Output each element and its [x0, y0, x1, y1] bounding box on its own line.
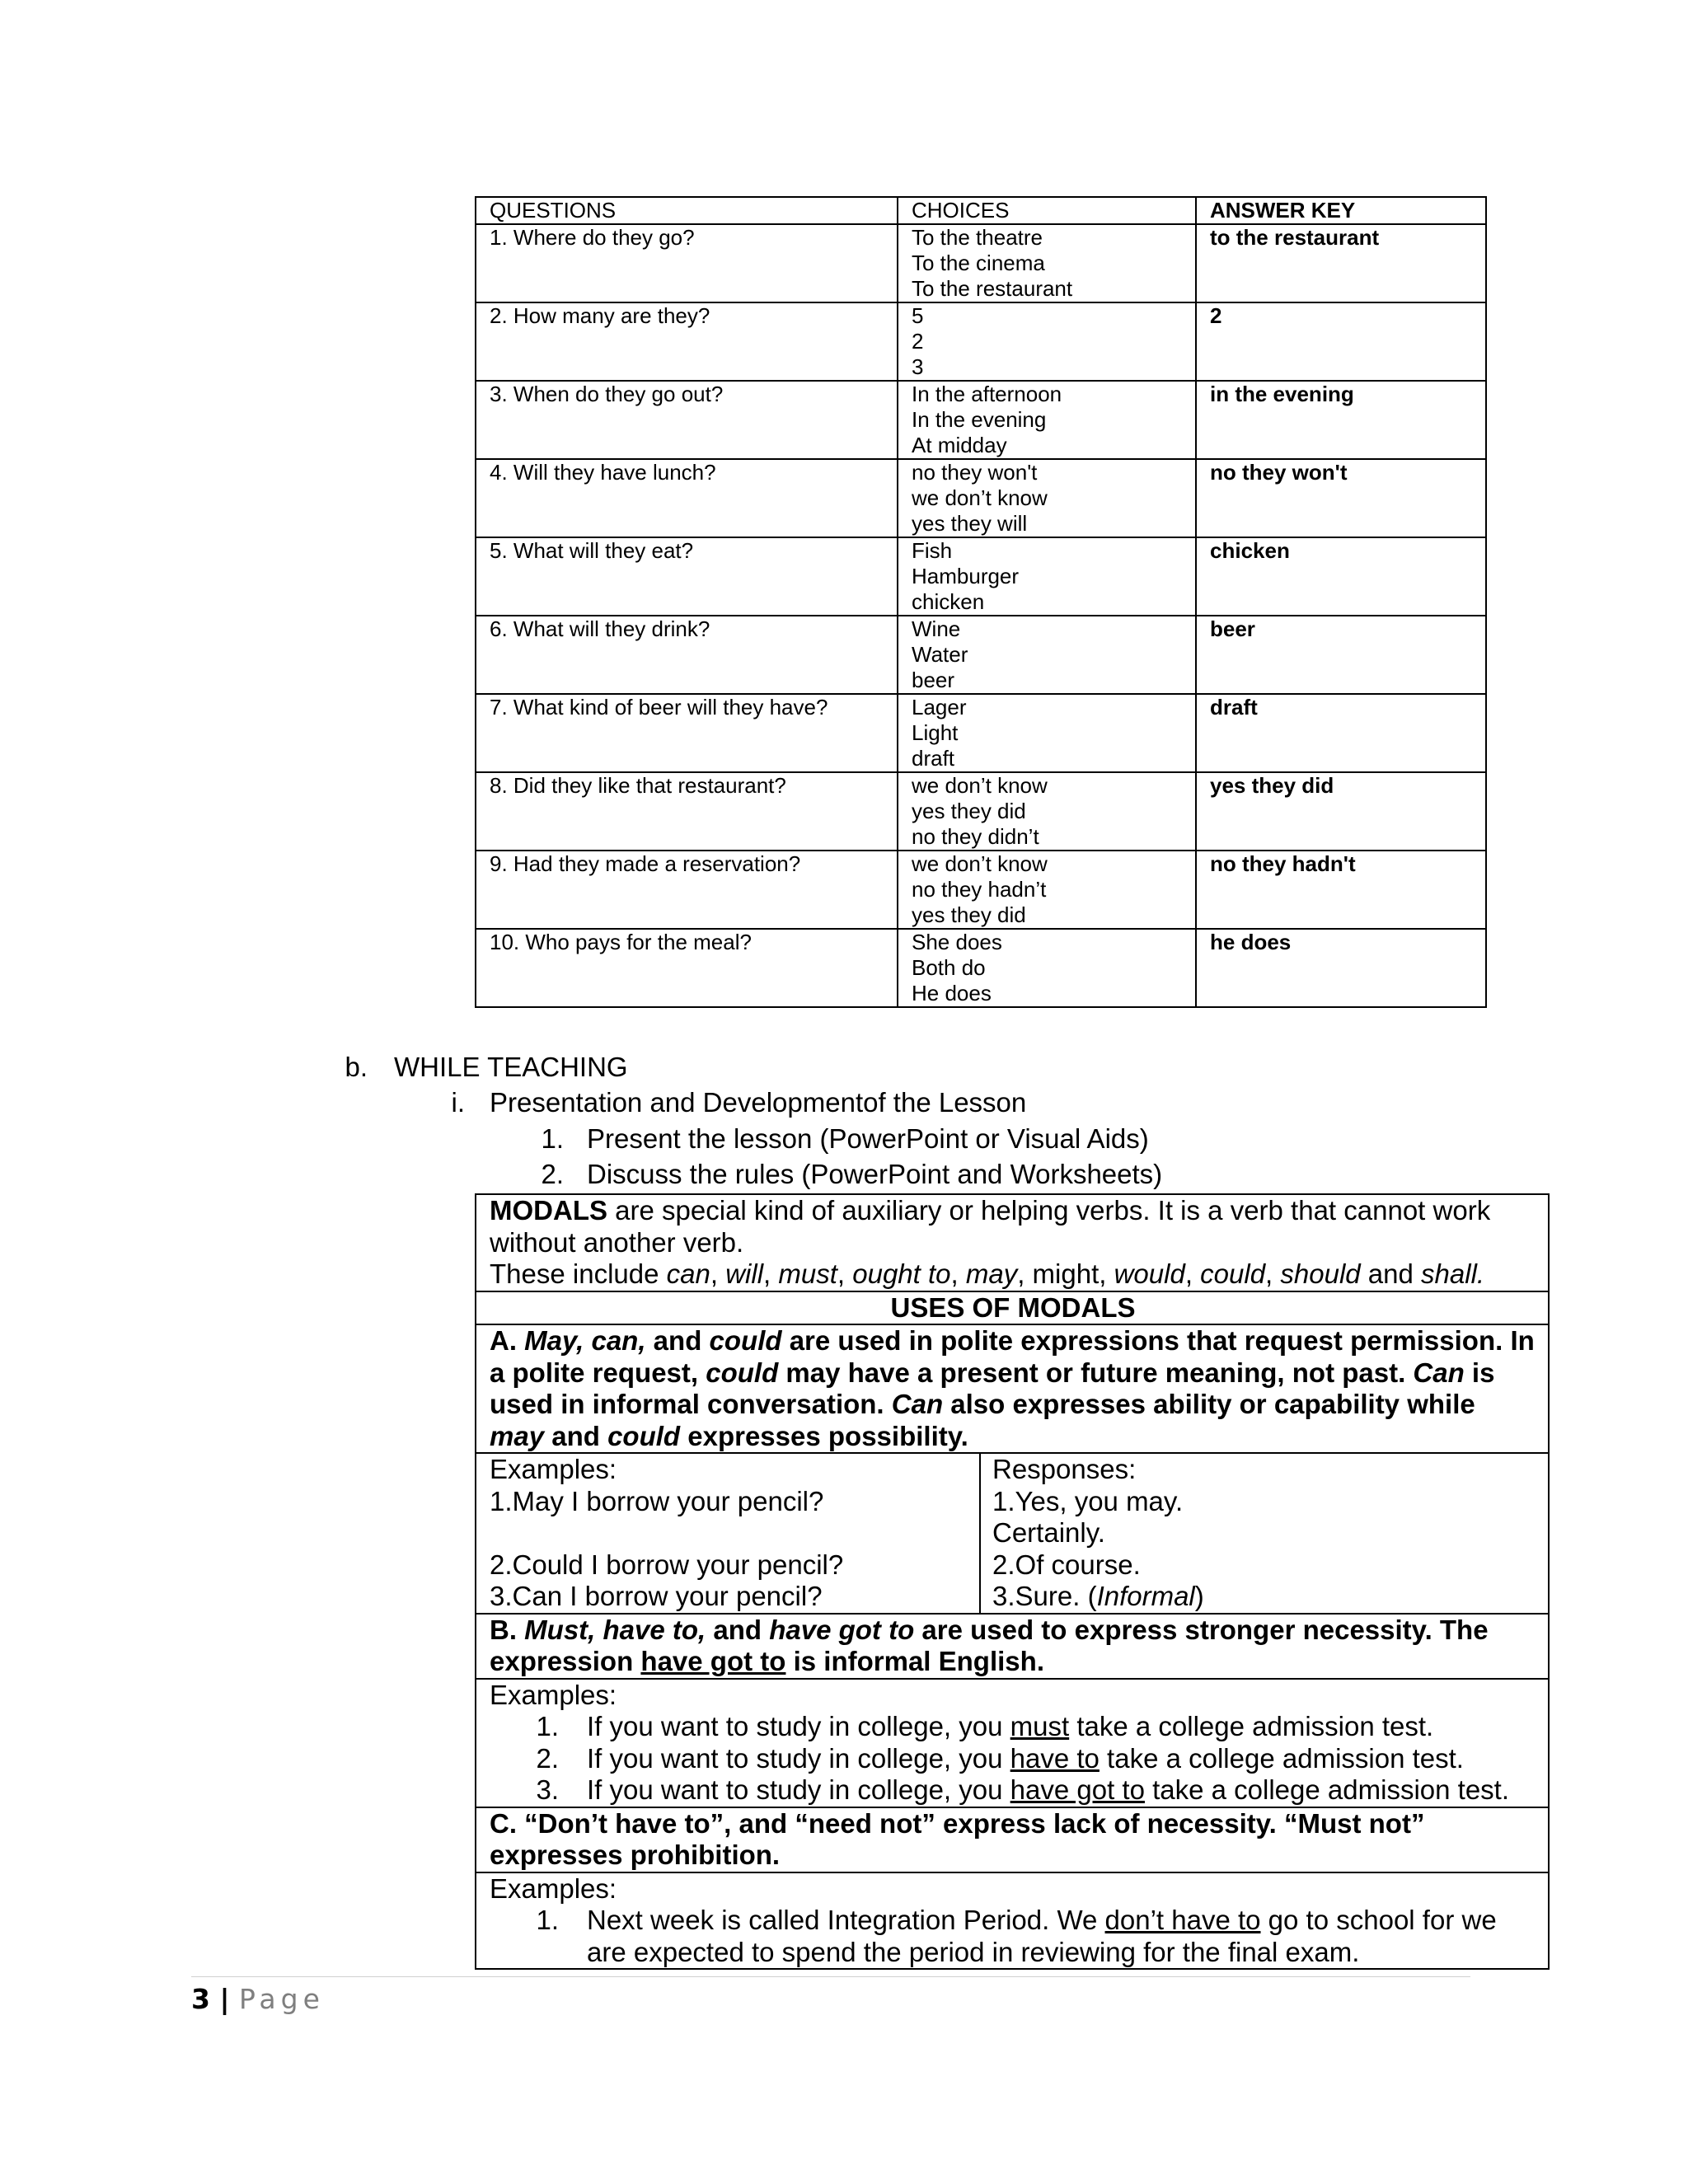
- outline-step-text: Present the lesson (PowerPoint or Visual Aids): [587, 1123, 1149, 1154]
- footer-divider: [191, 1976, 1470, 1977]
- modals-table: [475, 1193, 1550, 1970]
- responses-list: [992, 1486, 1536, 1582]
- rule-text: also expresses ability or capability while: [943, 1389, 1475, 1419]
- quiz-choice: draft: [912, 746, 955, 771]
- rule-text: are used to express stronger necessity. The expression: [490, 1614, 1489, 1676]
- modals-intro-cell: [476, 1194, 1549, 1291]
- quiz-choice: In the afternoon: [912, 382, 1062, 406]
- response-text: ): [1194, 1581, 1204, 1611]
- section-c-row: [476, 1807, 1549, 1872]
- modal-verb: must: [778, 1258, 837, 1289]
- quiz-choice: we don’t know: [912, 851, 1048, 876]
- page-footer: [191, 1983, 325, 2016]
- separator-text: ,: [710, 1258, 726, 1289]
- outline-marker: 1.: [541, 1123, 564, 1154]
- modal-verb: shall.: [1421, 1258, 1485, 1289]
- quiz-table: [475, 196, 1487, 1008]
- quiz-choices: [898, 381, 1196, 459]
- separator-text: , might,: [1017, 1258, 1114, 1289]
- examples-title: Examples:: [490, 1872, 617, 1904]
- separator-text: ,: [763, 1258, 779, 1289]
- rule-text: are used in polite expressions that request permission. In a polite request,: [490, 1325, 1535, 1388]
- rule-text: expresses possibility.: [680, 1420, 968, 1451]
- quiz-choice: Wine: [912, 616, 961, 641]
- quiz-choice: 2: [912, 329, 924, 354]
- section-b-row: [476, 1614, 1549, 1679]
- quiz-header-cell: QUESTIONS: [476, 197, 898, 224]
- modals-term: MODALS: [490, 1195, 607, 1226]
- rule-text: is informal English.: [785, 1646, 1044, 1676]
- quiz-question: 2. How many are they?: [476, 302, 898, 381]
- quiz-question: 3. When do they go out?: [476, 381, 898, 459]
- quiz-answer: chicken: [1196, 537, 1486, 616]
- example-line: 2.Could I borrow your pencil?: [490, 1549, 844, 1580]
- quiz-choices: [898, 929, 1196, 1007]
- quiz-choice: yes they did: [912, 902, 1026, 927]
- quiz-row: [476, 381, 1486, 459]
- page-label: Page: [239, 1983, 325, 2015]
- example-text: take a college admission test.: [1069, 1711, 1434, 1741]
- response-text: 3.Sure. (: [992, 1581, 1097, 1611]
- outline-heading-while-teaching: WHILE TEACHING: [394, 1052, 628, 1082]
- example-text: go to school for we are expected to spend the period in reviewing for the final exam.: [587, 1905, 1497, 1967]
- quiz-choice: In the evening: [912, 407, 1047, 432]
- quiz-choice: Fish: [912, 538, 953, 563]
- quiz-answer: he does: [1196, 929, 1486, 1007]
- examples-title: Examples:: [490, 1454, 617, 1484]
- quiz-choice: chicken: [912, 589, 985, 614]
- quiz-row: [476, 459, 1486, 537]
- quiz-header-cell: CHOICES: [898, 197, 1196, 224]
- quiz-choice: 5: [912, 303, 924, 328]
- examples-c-row: [476, 1872, 1549, 1970]
- modal-verb: may: [965, 1258, 1018, 1289]
- quiz-row: [476, 616, 1486, 694]
- quiz-answer: 2: [1196, 302, 1486, 381]
- examples-a-row: [476, 1453, 1549, 1614]
- quiz-question: 10. Who pays for the meal?: [476, 929, 898, 1007]
- examples-c-list: [490, 1905, 1536, 1968]
- rule-text: B.: [490, 1614, 525, 1645]
- quiz-choices: [898, 224, 1196, 302]
- section-a-row: [476, 1324, 1549, 1453]
- separator-text: ,: [837, 1258, 853, 1289]
- quiz-row: [476, 694, 1486, 772]
- response-line: 2.Of course.: [992, 1549, 1141, 1580]
- quiz-choices: [898, 537, 1196, 616]
- rule-text: and: [544, 1420, 608, 1451]
- example-number: 1.: [536, 1711, 559, 1741]
- modal-verb: May, can,: [524, 1325, 646, 1356]
- quiz-choices: [898, 459, 1196, 537]
- examples-a-left: [476, 1453, 980, 1614]
- example-text: If you want to study in college, you: [587, 1774, 1010, 1805]
- section-a-rule: [476, 1324, 1549, 1453]
- example-line: 1.May I borrow your pencil?: [490, 1485, 824, 1516]
- quiz-header-row: [476, 197, 1486, 224]
- quiz-choice: 3: [912, 354, 924, 379]
- underlined-modal: must: [1010, 1711, 1070, 1741]
- quiz-header-cell: ANSWER KEY: [1196, 197, 1486, 224]
- examples-b-cell: [476, 1679, 1549, 1807]
- outline-heading-presentation: Presentation and Developmentof the Lesson: [490, 1087, 1027, 1118]
- uses-title-row: [476, 1291, 1549, 1325]
- modal-verb: could: [706, 1357, 779, 1388]
- quiz-choice: She does: [912, 930, 1002, 954]
- rule-text: and: [706, 1614, 770, 1645]
- quiz-question: 4. Will they have lunch?: [476, 459, 898, 537]
- quiz-choice: yes they will: [912, 511, 1028, 536]
- quiz-row: [476, 851, 1486, 929]
- examples-title: Examples:: [490, 1679, 617, 1710]
- quiz-question: 5. What will they eat?: [476, 537, 898, 616]
- quiz-choices: [898, 302, 1196, 381]
- modal-verb: should: [1280, 1258, 1361, 1289]
- example-number: 1.: [536, 1905, 559, 1935]
- modal-verb: ought to: [852, 1258, 951, 1289]
- modals-intro-row: [476, 1194, 1549, 1291]
- quiz-choice: Lager: [912, 695, 967, 719]
- modal-verb: could: [607, 1420, 681, 1451]
- quiz-row: [476, 302, 1486, 381]
- example-number: 3.: [536, 1774, 559, 1805]
- modal-verb: Can: [1413, 1357, 1465, 1388]
- modal-verb: may: [490, 1420, 545, 1451]
- separator-text: ,: [950, 1258, 966, 1289]
- example-number: 2.: [536, 1742, 559, 1774]
- quiz-choice: no they hadn’t: [912, 877, 1047, 902]
- rule-text: A.: [490, 1325, 525, 1356]
- separator-text: and: [1360, 1258, 1422, 1289]
- quiz-choice: Both do: [912, 955, 986, 980]
- quiz-choice: To the theatre: [912, 225, 1043, 250]
- quiz-row: [476, 224, 1486, 302]
- outline-marker: i.: [451, 1087, 465, 1118]
- underlined-modal: don’t have to: [1104, 1905, 1261, 1935]
- example-item: [490, 1743, 1536, 1775]
- quiz-choice: we don’t know: [912, 485, 1048, 510]
- example-text: If you want to study in college, you: [587, 1711, 1010, 1741]
- quiz-choice: no they won't: [912, 460, 1038, 485]
- rule-text: and: [645, 1325, 710, 1356]
- modals-include-lead: These include: [490, 1258, 667, 1289]
- quiz-choices: [898, 616, 1196, 694]
- quiz-choice: no they didn’t: [912, 824, 1039, 849]
- quiz-choice: we don’t know: [912, 773, 1048, 798]
- quiz-choices: [898, 772, 1196, 851]
- modal-verb: could: [709, 1325, 782, 1356]
- example-text: take a college admission test.: [1144, 1774, 1510, 1805]
- examples-c-cell: [476, 1872, 1549, 1970]
- quiz-answer: to the restaurant: [1196, 224, 1486, 302]
- modals-include-list: [667, 1258, 1484, 1289]
- rule-text: may have a present or future meaning, not past.: [778, 1357, 1414, 1388]
- example-line: [490, 1517, 968, 1549]
- example-line: 3.Can I borrow your pencil?: [490, 1581, 823, 1611]
- modals-definition: are special kind of auxiliary or helping verbs. It is a verb that cannot work without another verb.: [490, 1195, 1491, 1258]
- example-item: [490, 1711, 1536, 1743]
- quiz-question: 8. Did they like that restaurant?: [476, 772, 898, 851]
- modal-verb: have got to: [769, 1614, 915, 1645]
- response-line: 1.Yes, you may.: [992, 1485, 1184, 1516]
- modal-verb: Can: [891, 1389, 944, 1419]
- underlined-modal: have to: [1010, 1742, 1100, 1774]
- responses-title: Responses:: [992, 1454, 1137, 1484]
- rule-text: is used in informal conversation.: [490, 1357, 1495, 1419]
- quiz-question: 6. What will they drink?: [476, 616, 898, 694]
- quiz-question: 9. Had they made a reservation?: [476, 851, 898, 929]
- response-line: [992, 1581, 1536, 1613]
- quiz-row: [476, 537, 1486, 616]
- examples-b-list: [490, 1711, 1536, 1807]
- modal-verb: would: [1114, 1258, 1185, 1289]
- separator-text: ,: [1184, 1258, 1201, 1289]
- example-text: Next week is called Integration Period. We: [587, 1905, 1105, 1935]
- quiz-row: [476, 772, 1486, 851]
- page-number: 3: [191, 1983, 210, 2015]
- quiz-answer: draft: [1196, 694, 1486, 772]
- quiz-answer: no they won't: [1196, 459, 1486, 537]
- quiz-table-body: [476, 197, 1486, 1007]
- response-line: Certainly.: [992, 1517, 1105, 1548]
- underlined-modal: have got to: [1010, 1774, 1145, 1805]
- response-informal: Informal: [1096, 1581, 1195, 1611]
- quiz-choice: At midday: [912, 433, 1007, 457]
- quiz-choices: [898, 851, 1196, 929]
- quiz-choice: He does: [912, 981, 992, 1005]
- outline-step-text: Discuss the rules (PowerPoint and Worksheets): [587, 1159, 1163, 1189]
- quiz-answer: yes they did: [1196, 772, 1486, 851]
- outline-marker: b.: [345, 1052, 368, 1082]
- quiz-choices: [898, 694, 1196, 772]
- modal-verb: can: [666, 1258, 710, 1289]
- quiz-question: 1. Where do they go?: [476, 224, 898, 302]
- quiz-answer: no they hadn't: [1196, 851, 1486, 929]
- quiz-choice: Hamburger: [912, 564, 1020, 588]
- separator-text: ,: [1265, 1258, 1281, 1289]
- quiz-choice: Light: [912, 720, 959, 745]
- page-separator: |: [209, 1983, 239, 2015]
- example-item: [490, 1905, 1536, 1968]
- examples-a-list: [490, 1486, 968, 1613]
- example-item: [490, 1774, 1536, 1807]
- modal-verb: Must, have to,: [524, 1614, 706, 1645]
- quiz-row: [476, 929, 1486, 1007]
- examples-b-row: [476, 1679, 1549, 1807]
- uses-of-modals-title: USES OF MODALS: [476, 1291, 1549, 1325]
- quiz-choice: yes they did: [912, 799, 1026, 823]
- example-text: take a college admission test.: [1099, 1742, 1464, 1774]
- modal-verb: could: [1200, 1258, 1266, 1289]
- outline-marker: 2.: [541, 1159, 564, 1189]
- section-c-rule: C. “Don’t have to”, and “need not” express lack of necessity. “Must not” expresses prohibition.: [476, 1807, 1549, 1872]
- examples-a-right: [980, 1453, 1549, 1614]
- quiz-question: 7. What kind of beer will they have?: [476, 694, 898, 772]
- quiz-answer: beer: [1196, 616, 1486, 694]
- quiz-answer: in the evening: [1196, 381, 1486, 459]
- quiz-choice: Water: [912, 642, 968, 667]
- underlined-expression: have got to: [640, 1646, 786, 1676]
- modal-verb: will: [725, 1258, 764, 1289]
- quiz-choice: To the restaurant: [912, 276, 1073, 301]
- section-b-rule: [476, 1614, 1549, 1679]
- quiz-choice: To the cinema: [912, 251, 1045, 275]
- example-text: If you want to study in college, you: [587, 1742, 1010, 1774]
- quiz-choice: beer: [912, 668, 955, 692]
